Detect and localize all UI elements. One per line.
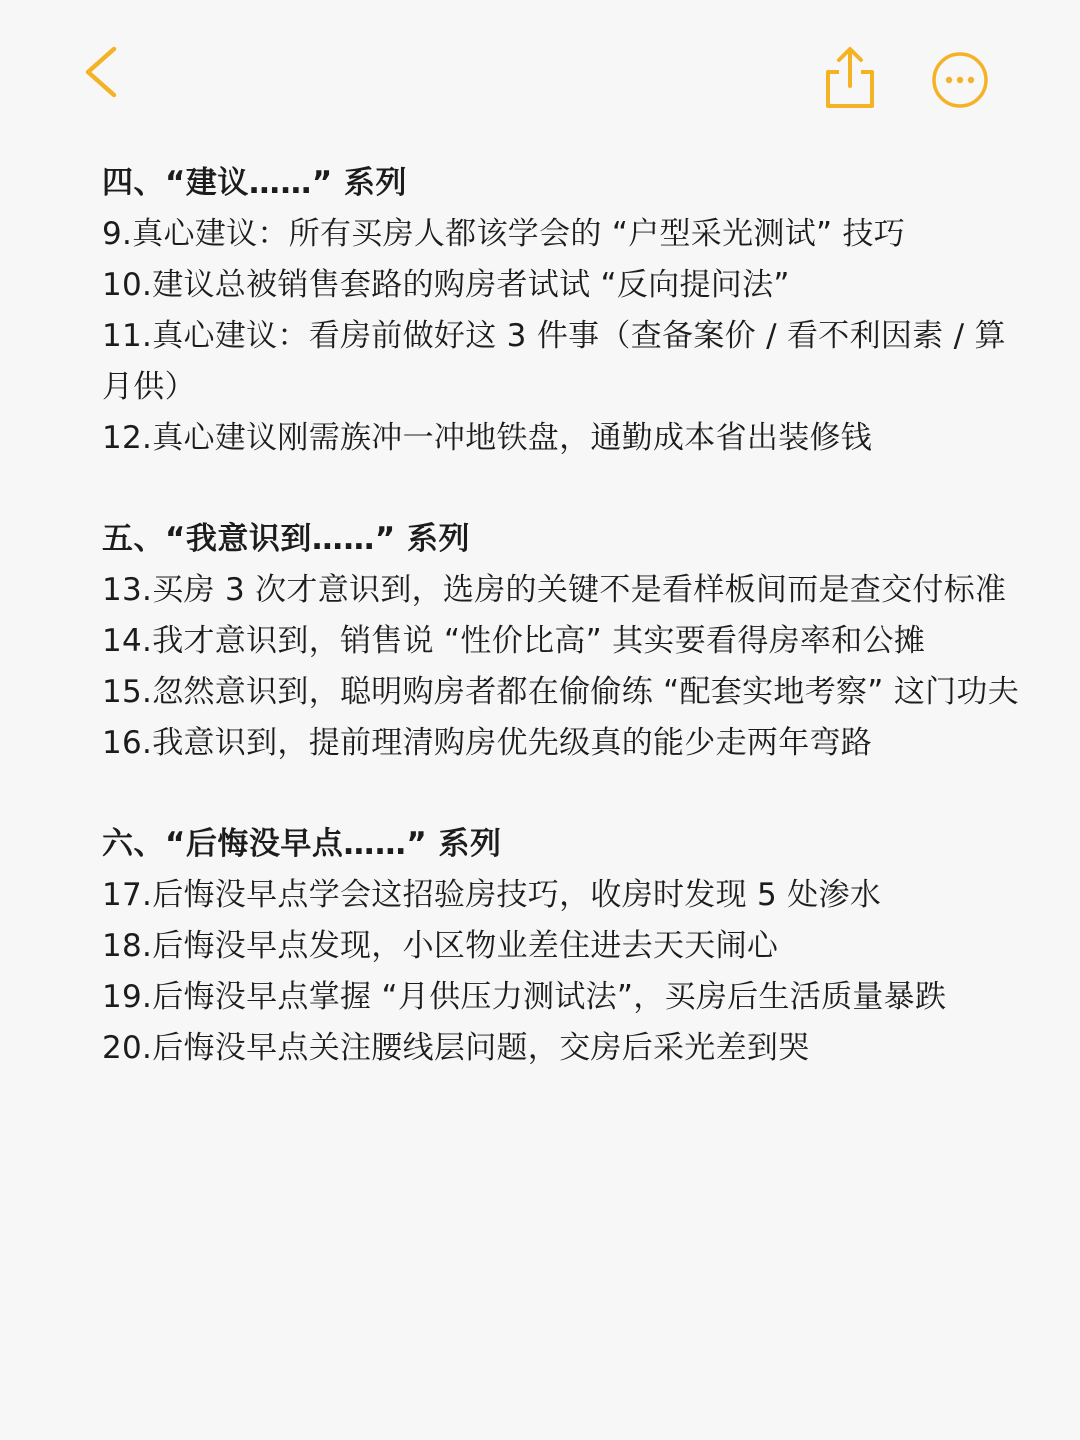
list-item: 9.真心建议：所有买房人都该学会的 “户型采光测试” 技巧	[102, 216, 906, 252]
top-toolbar	[0, 0, 1080, 150]
list-item: 12.真心建议刚需族冲一冲地铁盘，通勤成本省出装修钱	[102, 420, 873, 456]
section-title: 五、“我意识到……” 系列	[102, 521, 471, 557]
section-realizations	[102, 514, 1022, 769]
note-content[interactable]	[102, 158, 1022, 1124]
more-button[interactable]	[930, 50, 990, 110]
section-suggestions	[102, 158, 1022, 464]
section-regrets	[102, 819, 1022, 1074]
list-item: 17.后悔没早点学会这招验房技巧，收房时发现 5 处渗水	[102, 877, 882, 913]
list-item: 18.后悔没早点发现，小区物业差住进去天天闹心	[102, 928, 779, 964]
list-item: 14.我才意识到，销售说 “性价比高” 其实要看得房率和公摊	[102, 623, 926, 659]
list-item: 16.我意识到，提前理清购房优先级真的能少走两年弯路	[102, 725, 873, 761]
list-item: 19.后悔没早点掌握 “月供压力测试法”，买房后生活质量暴跌	[102, 979, 947, 1015]
list-item: 15.忽然意识到，聪明购房者都在偷偷练 “配套实地考察” 这门功夫	[102, 674, 1020, 710]
section-title: 四、“建议……” 系列	[102, 165, 408, 201]
back-button[interactable]	[78, 44, 128, 100]
section-title: 六、“后悔没早点……” 系列	[102, 826, 502, 862]
share-icon	[822, 44, 878, 110]
chevron-left-icon	[78, 44, 128, 100]
share-button[interactable]	[822, 44, 878, 110]
list-item: 10.建议总被销售套路的购房者试试 “反向提问法”	[102, 267, 790, 303]
list-item: 13.买房 3 次才意识到，选房的关键不是看样板间而是查交付标准	[102, 572, 1007, 608]
list-item: 20.后悔没早点关注腰线层问题，交房后采光差到哭	[102, 1030, 810, 1066]
list-item: 11.真心建议：看房前做好这 3 件事（查备案价 / 看不利因素 / 算月供）	[102, 318, 1006, 405]
more-icon	[930, 50, 990, 110]
